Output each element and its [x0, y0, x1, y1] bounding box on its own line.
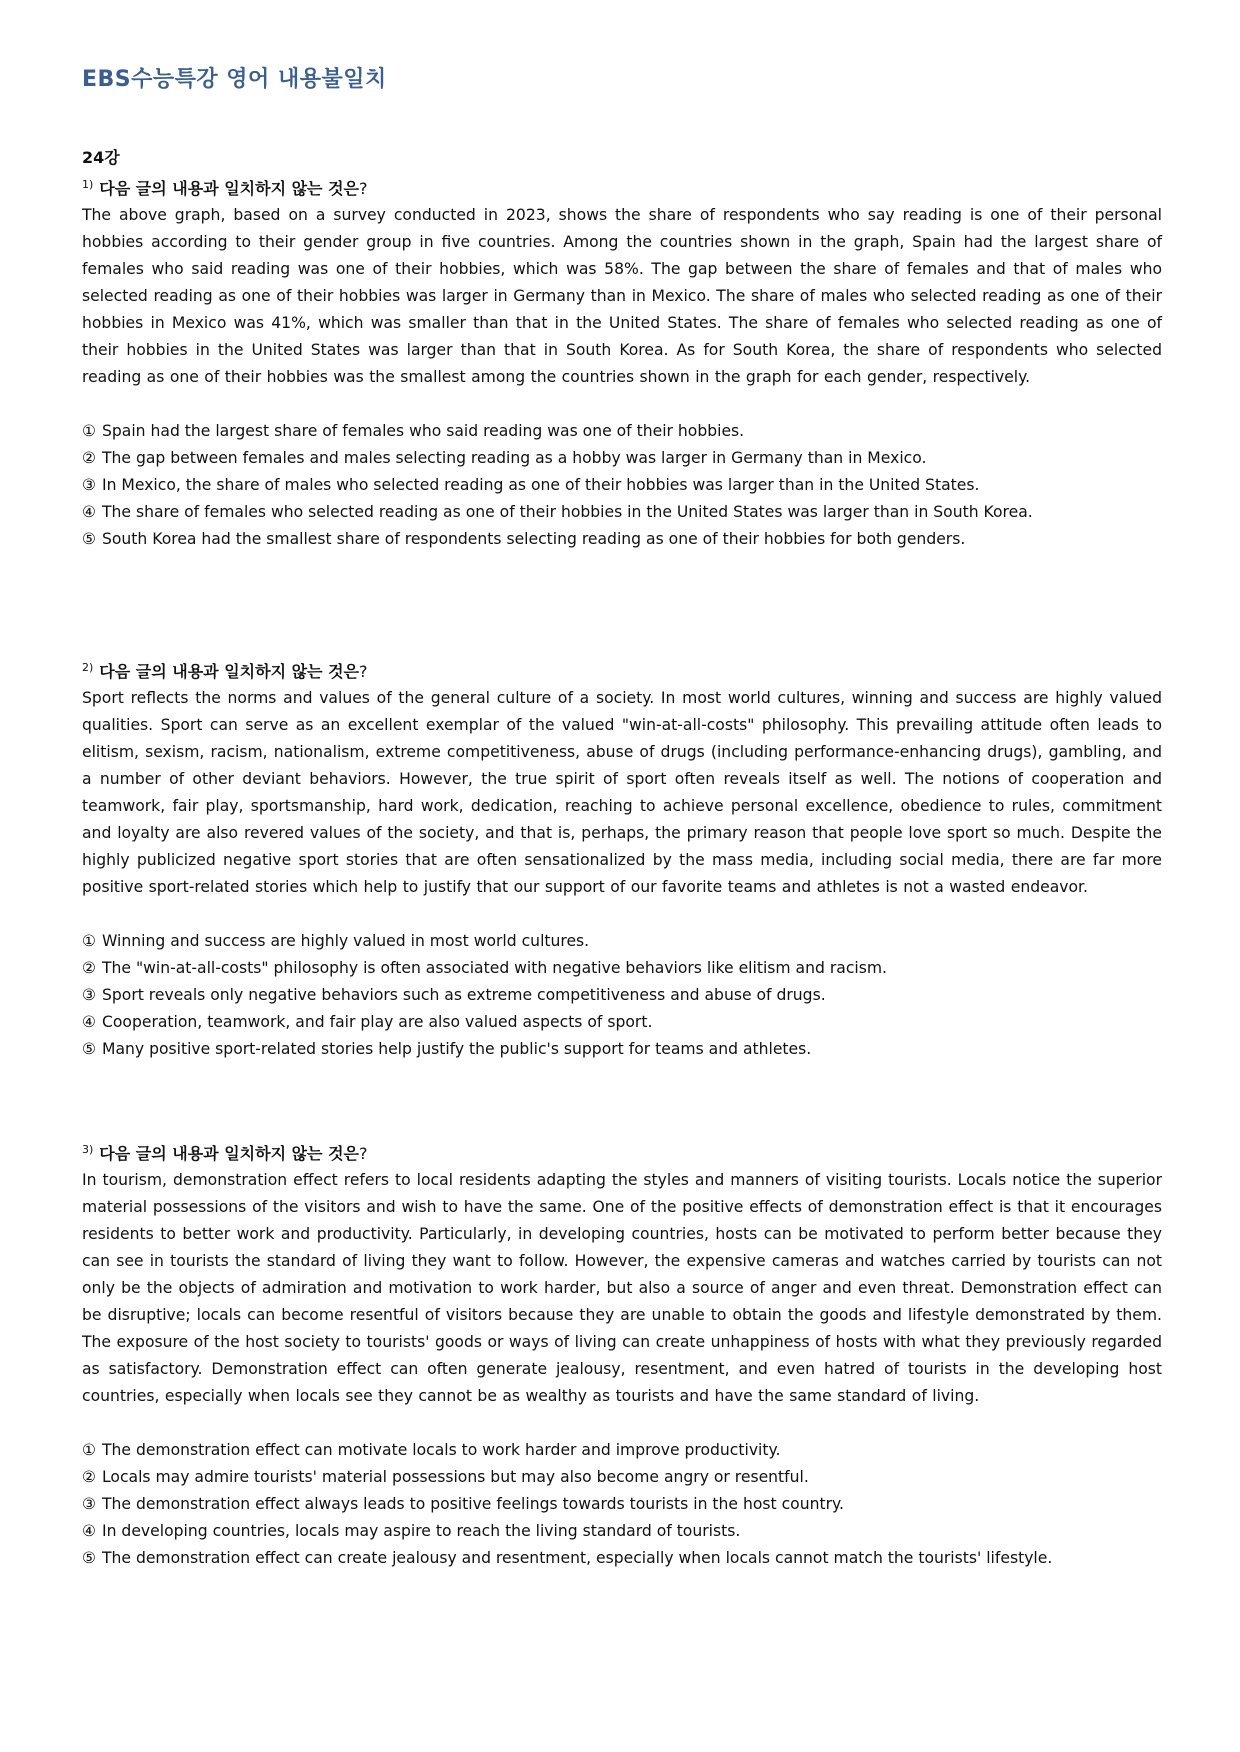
answer-choice-5[interactable] — [82, 1036, 1162, 1063]
choice-text: The share of females who selected reading as one of their hobbies in the United States was larger than in South Korea. — [101, 503, 1033, 521]
answer-choice-1[interactable] — [82, 1437, 1162, 1464]
choice-text: The demonstration effect can create jealousy and resentment, especially when locals cannot match the tourists' lifestyle. — [101, 1549, 1053, 1567]
answer-choices — [82, 1437, 1162, 1572]
question-number: 1) — [82, 177, 94, 191]
choice-number: ① — [82, 422, 96, 440]
answer-choice-4[interactable] — [82, 1009, 1162, 1036]
question-mark: ? — [359, 1144, 368, 1163]
choice-number: ③ — [82, 476, 96, 494]
answer-choices — [82, 928, 1162, 1063]
answer-choice-5[interactable] — [82, 526, 1162, 553]
question-number: 2) — [82, 660, 94, 674]
answer-choice-1[interactable] — [82, 418, 1162, 445]
question-mark: ? — [359, 179, 368, 198]
choice-text: In Mexico, the share of males who selected reading as one of their hobbies was larger than in the United States. — [101, 476, 980, 494]
question-heading — [82, 1140, 1162, 1167]
answer-choice-3[interactable] — [82, 982, 1162, 1009]
choice-text: In developing countries, locals may aspire to reach the living standard of tourists. — [101, 1522, 741, 1540]
choice-number: ④ — [82, 1013, 96, 1031]
choice-text: Many positive sport-related stories help justify the public's support for teams and athletes. — [101, 1040, 812, 1058]
lesson-label: 24강 — [82, 148, 120, 167]
document-title: EBS수능특강 영어 내용불일치 — [82, 67, 387, 92]
choice-number: ⑤ — [82, 1549, 96, 1567]
answer-choice-2[interactable] — [82, 955, 1162, 982]
choice-number: ③ — [82, 986, 96, 1004]
choice-text: The "win-at-all-costs" philosophy is often associated with negative behaviors like elitism and racism. — [101, 959, 887, 977]
question-number: 3) — [82, 1142, 94, 1156]
choice-number: ⑤ — [82, 1040, 96, 1058]
answer-choice-1[interactable] — [82, 928, 1162, 955]
answer-choice-4[interactable] — [82, 1518, 1162, 1545]
question-prompt: 다음 글의 내용과 일치하지 않는 것은 — [99, 662, 359, 681]
answer-choice-2[interactable] — [82, 1464, 1162, 1491]
choice-number: ② — [82, 1468, 96, 1486]
choice-text: Winning and success are highly valued in most world cultures. — [101, 932, 590, 950]
question-2 — [82, 658, 1162, 1063]
choice-number: ① — [82, 932, 96, 950]
choice-number: ① — [82, 1441, 96, 1459]
choice-number: ② — [82, 449, 96, 467]
answer-choice-3[interactable] — [82, 472, 1162, 499]
question-mark: ? — [359, 662, 368, 681]
answer-choice-4[interactable] — [82, 499, 1162, 526]
answer-choice-2[interactable] — [82, 445, 1162, 472]
choice-text: The demonstration effect always leads to positive feelings towards tourists in the host country. — [101, 1495, 844, 1513]
choice-number: ③ — [82, 1495, 96, 1513]
choice-text: The gap between females and males selecting reading as a hobby was larger in Germany than in Mexico. — [101, 449, 927, 467]
choice-text: South Korea had the smallest share of respondents selecting reading as one of their hobbies for both genders. — [101, 530, 966, 548]
choice-number: ⑤ — [82, 530, 96, 548]
question-prompt: 다음 글의 내용과 일치하지 않는 것은 — [99, 1144, 359, 1163]
answer-choices — [82, 418, 1162, 553]
choice-text: The demonstration effect can motivate locals to work harder and improve productivity. — [101, 1441, 781, 1459]
choice-text: Cooperation, teamwork, and fair play are also valued aspects of sport. — [101, 1013, 653, 1031]
answer-choice-3[interactable] — [82, 1491, 1162, 1518]
choice-number: ④ — [82, 1522, 96, 1540]
choice-number: ④ — [82, 503, 96, 521]
answer-choice-5[interactable] — [82, 1545, 1162, 1572]
choice-number: ② — [82, 959, 96, 977]
choice-text: Locals may admire tourists' material possessions but may also become angry or resentful. — [101, 1468, 809, 1486]
question-3 — [82, 1140, 1162, 1572]
question-prompt: 다음 글의 내용과 일치하지 않는 것은 — [99, 179, 359, 198]
question-heading — [82, 175, 1162, 202]
passage-text: Sport reflects the norms and values of the general culture of a society. In most world cultures, winning and success are highly valued qualities. Sport can serve as an excellent exemplar of the valued "win-at-all-costs" philosophy. This prevailing attitude often leads to elitism, sexism, racism, nationalism, extreme competitiveness, abuse of drugs (including performance-enhancing drugs), gambling, and a number of other deviant behaviors. However, the true spirit of sport often reveals itself as well. The notions of cooperation and teamwork, fair play, sportsmanship, hard work, dedication, reaching to achieve personal excellence, obedience to rules, commitment and loyalty are also revered values of the society, and that is, perhaps, the primary reason that people love sport so much. Despite the highly publicized negative sport stories that are often sensationalized by the mass media, including social media, there are far more positive sport-related stories which help to justify that our support of our favorite teams and athletes is not a wasted endeavor. — [82, 689, 1162, 896]
choice-text: Spain had the largest share of females who said reading was one of their hobbies. — [101, 422, 745, 440]
choice-text: Sport reveals only negative behaviors such as extreme competitiveness and abuse of drugs. — [101, 986, 826, 1004]
passage-text: The above graph, based on a survey conducted in 2023, shows the share of respondents who say reading is one of their personal hobbies according to their gender group in five countries. Among the countries shown in the graph, Spain had the largest share of females who said reading was one of their hobbies, which was 58%. The gap between the share of females and that of males who selected reading as one of their hobbies was larger in Germany than in Mexico. The share of males who selected reading as one of their hobbies in Mexico was 41%, which was smaller than that in the United States. The share of females who selected reading as one of their hobbies in the United States was larger than that in South Korea. As for South Korea, the share of respondents who selected reading as one of their hobbies was the smallest among the countries shown in the graph for each gender, respectively. — [82, 206, 1162, 386]
question-1 — [82, 175, 1162, 553]
passage-text: In tourism, demonstration effect refers to local residents adapting the styles and manners of visiting tourists. Locals notice the superior material possessions of the visitors and wish to have the same. One of the positive effects of demonstration effect is that it encourages residents to better work and productivity. Particularly, in developing countries, hosts can be motivated to perform better because they can see in tourists the standard of living they want to follow. However, the expensive cameras and watches carried by tourists can not only be the objects of admiration and motivation to work harder, but also a source of anger and even threat. Demonstration effect can be disruptive; locals can become resentful of visitors because they are unable to obtain the goods and lifestyle demonstrated by them. The exposure of the host society to tourists' goods or ways of living can create unhappiness of hosts with what they previously regarded as satisfactory. Demonstration effect can often generate jealousy, resentment, and even hatred of tourists in the developing host countries, especially when locals see they cannot be as wealthy as tourists and have the same standard of living. — [82, 1171, 1162, 1405]
question-heading — [82, 658, 1162, 685]
